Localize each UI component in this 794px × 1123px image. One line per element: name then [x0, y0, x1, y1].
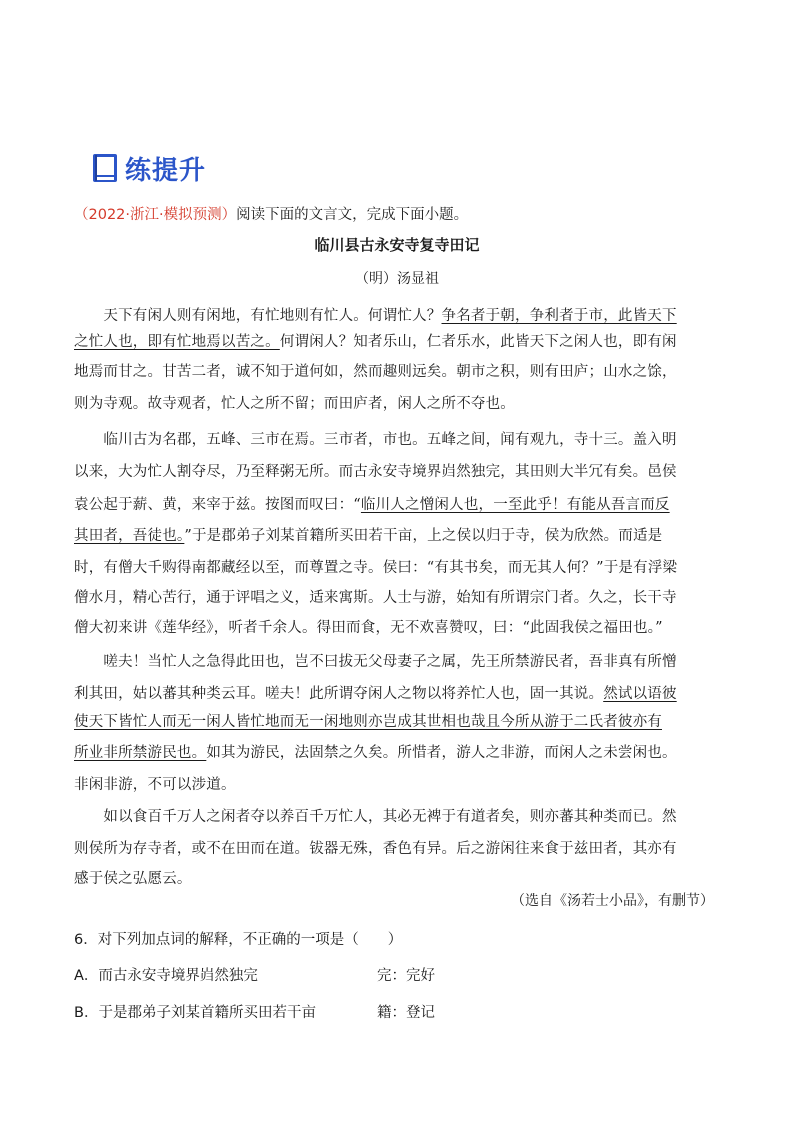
underlined-text: 所业非所禁游民也。	[74, 745, 207, 761]
passage-text: 临川古为名郡，五峰、三市在焉。三市者，市也。五峰之间，闻有观九，寺十三。盖入明	[74, 432, 677, 448]
passage-line	[74, 867, 192, 888]
underlined-text: 临川人之憎闲人也，一至此乎！有能从吾言而反	[360, 497, 670, 513]
option-b-text: B．于是郡弟子刘某首籍所买田若干亩	[74, 1005, 316, 1021]
passage-line	[74, 460, 677, 481]
passage-line	[74, 360, 677, 381]
passage-line	[74, 650, 677, 671]
heading-title: 练提升	[125, 155, 207, 186]
passage-line	[74, 682, 677, 703]
intro-line	[74, 203, 468, 224]
passage-line	[74, 392, 515, 413]
passage-line	[74, 616, 663, 637]
passage-text: 以来，大为忙人割夺尽，乃至释粥无所。而古永安寺境界岿然独完，其田则大半冗有矣。邑侯	[74, 464, 677, 480]
passage-text: 何谓闲人？知者乐山，仁者乐水，此皆天下之闲人也，即有闲	[279, 334, 677, 350]
passage-text: 僧水月，精心苦行，通于评唱之义，适来寓斯。人士与游，始知有所谓宗门者。久之，长干寺	[74, 590, 677, 606]
option-a	[74, 964, 435, 985]
passage-text: 如以食百千万人之闲者夺以养百千万忙人，其必无裨于有道者矣，则亦蕃其种类而已。然	[74, 809, 677, 825]
question-stem: 6．对下列加点词的解释，不正确的一项是（ ）	[74, 932, 403, 948]
section-heading	[92, 150, 206, 186]
passage-text: 嗟夫！当忙人之急得此田也，岂不曰拔无父母妻子之属，先王所禁游民者，吾非真有所憎	[74, 654, 677, 670]
passage-text: 则为寺观。故寺观者，忙人之所不留；而田庐者，闲人之所不夺也。	[74, 396, 515, 412]
passage-line	[74, 524, 662, 545]
underlined-text: 争名者于朝，争利者于市，此皆天下	[441, 308, 677, 324]
passage-title: 临川县古永安寺复寺田记	[314, 236, 480, 254]
passage-line	[74, 586, 677, 607]
passage-source-note: （选自《汤若士小品》，有删节）	[511, 893, 714, 909]
passage-text: ”于是郡弟子刘某首籍所买田若干亩，上之侯以归于寺，侯为欣然。而适是	[184, 528, 663, 544]
passage-line	[74, 773, 236, 794]
book-icon	[92, 153, 118, 183]
passage-text: 天下有闲人则有闲地，有忙地则有忙人。何谓忙人？	[74, 308, 442, 324]
intro-instruction: 阅读下面的文言文，完成下面小题。	[236, 207, 469, 223]
passage-line	[74, 556, 677, 577]
option-b	[74, 1001, 435, 1022]
underlined-text: 之忙人也，即有忙地焉以苦之。	[74, 334, 280, 350]
passage-text: 时，有僧大千购得南都藏经以至，而尊置之寺。侯曰：“有其书矣，而无其人何？”于是有浮梁	[74, 560, 678, 576]
option-b-gloss: 籍：登记	[377, 1005, 435, 1021]
passage-line	[74, 304, 677, 325]
passage-text: 非闲非游，不可以涉道。	[74, 777, 236, 793]
passage-line	[74, 741, 677, 762]
passage-author: （明）汤显祖	[355, 271, 439, 287]
option-a-text: A．而古永安寺境界岿然独完	[74, 968, 258, 984]
passage-line	[74, 428, 677, 449]
passage-text: 僧大初来讲《莲华经》，听者千余人。得田而食，无不欢喜赞叹，曰：“此固我侯之福田也。”	[74, 620, 663, 636]
passage-line	[74, 805, 677, 826]
passage-line	[74, 710, 662, 731]
passage-text: 利其田，姑以蕃其种类云耳。嗟夫！此所谓夺闲人之物以将养忙人也，固一其说。	[74, 686, 604, 702]
passage-line	[74, 330, 677, 351]
passage-text: 袁公起于薪、黄，来宰于兹。按图而叹曰：“	[74, 497, 361, 513]
passage-text: 如其为游民，法固禁之久矣。所惜者，游人之非游，而闲人之未尝闲也。	[206, 745, 677, 761]
underlined-text: 然试以语彼	[603, 686, 677, 702]
passage-line	[74, 493, 670, 514]
underlined-text: 使天下皆忙人而无一闲人皆忙地而无一闲地则亦岂成其世相也哉且今所从游于二氏者彼亦有	[74, 714, 662, 730]
option-a-gloss: 完：完好	[377, 968, 435, 984]
passage-text: 感于侯之弘愿云。	[74, 871, 192, 887]
question-source: （2022·浙江·模拟预测）	[74, 207, 237, 223]
passage-text: 则侯所为存寺者，或不在田而在道。钹器无殊，香色有异。后之游闲往来食于兹田者，其亦有	[74, 841, 677, 857]
passage-text: 地焉而甘之。甘苦二者，诚不知于道何如，然而趣则远矣。朝市之积，则有田庐；山水之馀，	[74, 364, 677, 380]
underlined-text: 其田者，吾徒也。	[74, 528, 185, 544]
passage-line	[74, 837, 677, 858]
